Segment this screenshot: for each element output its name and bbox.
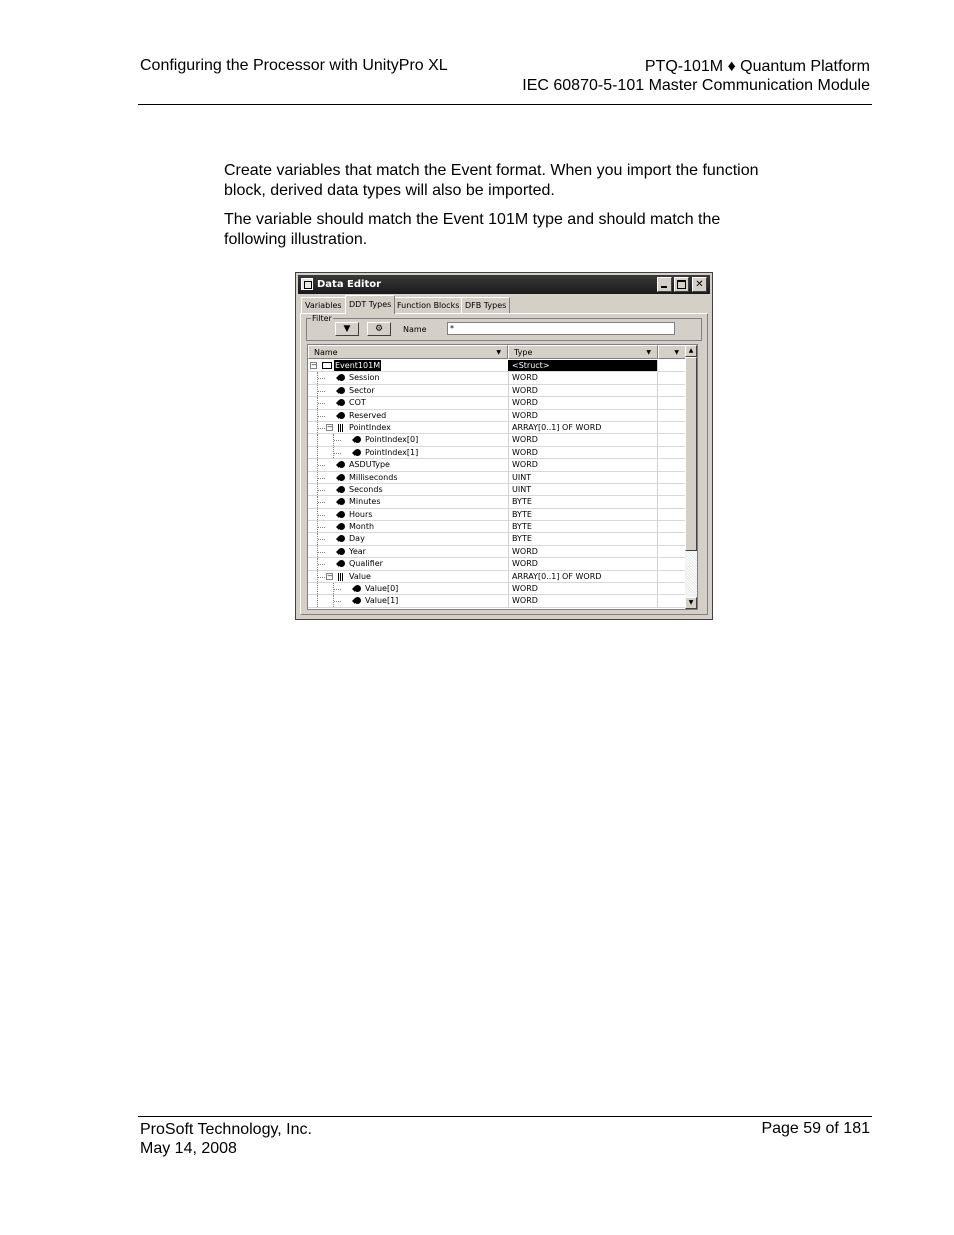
filter-group [306, 314, 702, 341]
header-left-title: Configuring the Processor with UnityPro XL [140, 57, 448, 74]
array-icon [338, 424, 343, 432]
apply-filter-button[interactable] [335, 322, 359, 336]
row-type[interactable]: WORD [508, 583, 658, 594]
row-name: Session [349, 373, 380, 383]
tree-guide [334, 601, 341, 602]
row-name-cell[interactable] [308, 571, 509, 582]
table-row[interactable] [308, 484, 686, 496]
tree-guide [317, 447, 318, 458]
row-type[interactable]: WORD [508, 459, 658, 470]
title-bar[interactable] [298, 275, 710, 294]
tree-guide [318, 416, 325, 417]
scroll-up-button[interactable]: ▲ [685, 345, 697, 357]
row-name: Year [349, 546, 366, 556]
row-name-cell[interactable] [308, 558, 509, 569]
table-row[interactable] [308, 595, 686, 607]
row-name: Sector [349, 385, 375, 395]
row-name-cell[interactable] [308, 472, 509, 483]
row-name-cell[interactable] [308, 546, 509, 557]
element-icon [338, 399, 345, 406]
table-row[interactable] [308, 583, 686, 595]
row-name: Milliseconds [349, 472, 398, 482]
element-icon [354, 449, 361, 456]
element-icon [338, 387, 345, 394]
tab-ddt-types[interactable]: DDT Types [345, 295, 395, 314]
row-name: Value[0] [365, 584, 399, 594]
tree-guide [317, 583, 318, 594]
name-filter-input[interactable]: * [447, 322, 675, 335]
row-name-cell[interactable] [308, 533, 509, 544]
element-icon [354, 597, 361, 604]
grid-header [308, 345, 686, 359]
tree-guide [334, 453, 341, 454]
table-row[interactable] [308, 509, 686, 521]
element-icon [338, 523, 345, 530]
row-name-cell[interactable] [308, 521, 509, 532]
element-icon [338, 412, 345, 419]
funnel-icon: ▼ [343, 324, 351, 334]
table-row[interactable] [308, 558, 686, 570]
footer-company: ProSoft Technology, Inc. [140, 1121, 312, 1138]
tree-guide [318, 564, 325, 565]
row-type[interactable]: UINT [508, 472, 658, 483]
scroll-thumb[interactable] [685, 357, 697, 551]
tree-guide [318, 577, 325, 578]
column-header-name[interactable] [308, 345, 508, 359]
element-icon [354, 436, 361, 443]
data-editor-window [295, 272, 713, 620]
row-name: PointIndex[1] [365, 447, 419, 457]
row-type[interactable]: WORD [508, 385, 658, 396]
tree-guide [317, 434, 318, 445]
row-name-cell[interactable] [308, 434, 509, 445]
row-type[interactable]: BYTE [508, 533, 658, 544]
row-type[interactable]: WORD [508, 397, 658, 408]
element-icon [338, 511, 345, 518]
header-rule [138, 104, 872, 105]
ddt-types-panel [300, 313, 708, 615]
tree-guide [318, 378, 325, 379]
row-name-cell[interactable] [308, 509, 509, 520]
table-row[interactable] [308, 397, 686, 409]
row-type[interactable]: BYTE [508, 496, 658, 507]
paragraph-line: The variable should match the Event 101M type and should match the [224, 211, 721, 228]
tree-guide [318, 428, 325, 429]
element-icon [338, 560, 345, 567]
gears-icon: ⚙ [374, 324, 384, 334]
row-name-cell[interactable] [308, 397, 509, 408]
footer-rule [138, 1116, 872, 1117]
element-icon [338, 486, 345, 493]
table-row[interactable] [308, 546, 686, 558]
row-type[interactable]: BYTE [508, 521, 658, 532]
table-row[interactable] [308, 434, 686, 446]
table-row[interactable] [308, 360, 686, 372]
dropdown-arrow-icon[interactable]: ▼ [496, 349, 501, 356]
tree-guide [318, 403, 325, 404]
tree-guide [318, 552, 325, 553]
row-name-cell[interactable] [308, 360, 509, 371]
row-name: Hours [349, 509, 373, 519]
ddt-grid [307, 344, 698, 610]
tab-dfb-types[interactable]: DFB Types [461, 297, 510, 313]
row-type[interactable]: <Struct> [508, 360, 658, 371]
maximize-button[interactable] [674, 277, 689, 292]
tree-guide [318, 539, 325, 540]
element-icon [354, 585, 361, 592]
row-name-cell[interactable] [308, 385, 509, 396]
table-row[interactable] [308, 459, 686, 471]
column-header-type[interactable] [508, 345, 658, 359]
footer-left [140, 1120, 312, 1158]
table-row[interactable] [308, 533, 686, 545]
row-name: Value[1] [365, 596, 399, 606]
table-row[interactable] [308, 447, 686, 459]
table-row[interactable] [308, 410, 686, 422]
grid-rows [308, 360, 686, 608]
minimize-button[interactable] [657, 277, 672, 292]
window-title: Data Editor [317, 279, 382, 290]
tree-guide [318, 465, 325, 466]
row-type[interactable]: WORD [508, 410, 658, 421]
table-row[interactable] [308, 422, 686, 434]
row-name: Reserved [349, 410, 387, 420]
row-type[interactable]: WORD [508, 372, 658, 383]
tree-guide [334, 589, 341, 590]
dropdown-arrow-icon[interactable]: ▼ [674, 349, 679, 356]
row-type[interactable]: WORD [508, 546, 658, 557]
tree-guide [317, 595, 318, 606]
row-type[interactable]: BYTE [508, 509, 658, 520]
name-label: Name [403, 325, 427, 334]
paragraph-line: following illustration. [224, 231, 368, 248]
collapse-toggle[interactable]: − [327, 422, 333, 431]
tree-guide [318, 515, 325, 516]
row-type[interactable]: ARRAY[0..1] OF WORD [508, 571, 658, 582]
row-name: Day [349, 534, 365, 544]
element-icon [338, 461, 345, 468]
tree-guide [318, 478, 325, 479]
filter-label: Filter [312, 314, 332, 323]
row-name-cell[interactable] [308, 372, 509, 383]
collapse-toggle[interactable]: − [327, 571, 333, 580]
column-header-extra[interactable] [658, 345, 686, 359]
dropdown-arrow-icon[interactable]: ▼ [646, 349, 651, 356]
row-name-cell[interactable] [308, 410, 509, 421]
column-header-label: Name [314, 348, 338, 357]
table-row[interactable] [308, 472, 686, 484]
table-row[interactable] [308, 521, 686, 533]
row-name: COT [349, 398, 366, 408]
row-name: Qualifier [349, 559, 383, 569]
tab-variables[interactable]: Variables [301, 297, 346, 313]
tree-guide [334, 440, 341, 441]
header-right-title [522, 57, 870, 95]
table-row[interactable] [308, 385, 686, 397]
paragraph-line: block, derived data types will also be imported. [224, 182, 555, 199]
paragraph-match-type [224, 210, 824, 250]
tree-guide [318, 391, 325, 392]
footer-date: May 14, 2008 [140, 1140, 237, 1157]
row-name: PointIndex[0] [365, 435, 419, 445]
table-row[interactable] [308, 372, 686, 384]
row-name-cell[interactable] [308, 484, 509, 495]
element-icon [338, 548, 345, 555]
row-name-cell[interactable] [308, 459, 509, 470]
tree-guide [318, 490, 325, 491]
row-name-cell[interactable] [308, 583, 509, 594]
column-header-label: Type [514, 348, 533, 357]
row-type[interactable]: UINT [508, 484, 658, 495]
tree-guide [318, 527, 325, 528]
row-name-cell[interactable] [308, 447, 509, 458]
collapse-toggle[interactable]: − [311, 361, 317, 369]
row-name: Seconds [349, 484, 383, 494]
row-name-cell[interactable] [308, 496, 509, 507]
row-type[interactable]: WORD [508, 595, 658, 606]
paragraph-create-variables [224, 161, 824, 201]
element-icon [338, 474, 345, 481]
app-icon [301, 278, 313, 290]
header-product: PTQ-101M ♦ Quantum Platform [644, 58, 870, 75]
tree-guide [318, 502, 325, 503]
row-name: PointIndex [349, 422, 391, 432]
footer-page-number: Page 59 of 181 [761, 1120, 870, 1137]
row-name: Minutes [349, 497, 381, 507]
row-name: Event101M [335, 361, 381, 370]
scroll-down-button[interactable]: ▼ [685, 597, 697, 609]
array-icon [338, 573, 343, 581]
header-module: IEC 60870-5-101 Master Communication Module [522, 77, 870, 94]
row-name-cell[interactable] [308, 595, 509, 606]
row-type[interactable]: WORD [508, 447, 658, 458]
paragraph-line: Create variables that match the Event format. When you import the function [224, 162, 759, 179]
element-icon [338, 374, 345, 381]
row-type[interactable]: ARRAY[0..1] OF WORD [508, 422, 658, 433]
table-row[interactable] [308, 496, 686, 508]
struct-icon [322, 362, 332, 369]
row-type[interactable]: WORD [508, 558, 658, 569]
element-icon [338, 498, 345, 505]
row-name: Month [349, 522, 375, 532]
vertical-scrollbar[interactable] [685, 345, 697, 609]
table-row[interactable] [308, 571, 686, 583]
element-icon [338, 535, 345, 542]
row-type[interactable]: WORD [508, 434, 658, 445]
tab-function-blocks[interactable]: Function Blocks [393, 297, 463, 313]
row-name: ASDUType [349, 460, 390, 470]
filter-settings-button[interactable] [367, 322, 391, 336]
row-name-cell[interactable] [308, 422, 509, 433]
row-name: Value [349, 571, 371, 581]
close-button[interactable]: ✕ [692, 277, 707, 292]
